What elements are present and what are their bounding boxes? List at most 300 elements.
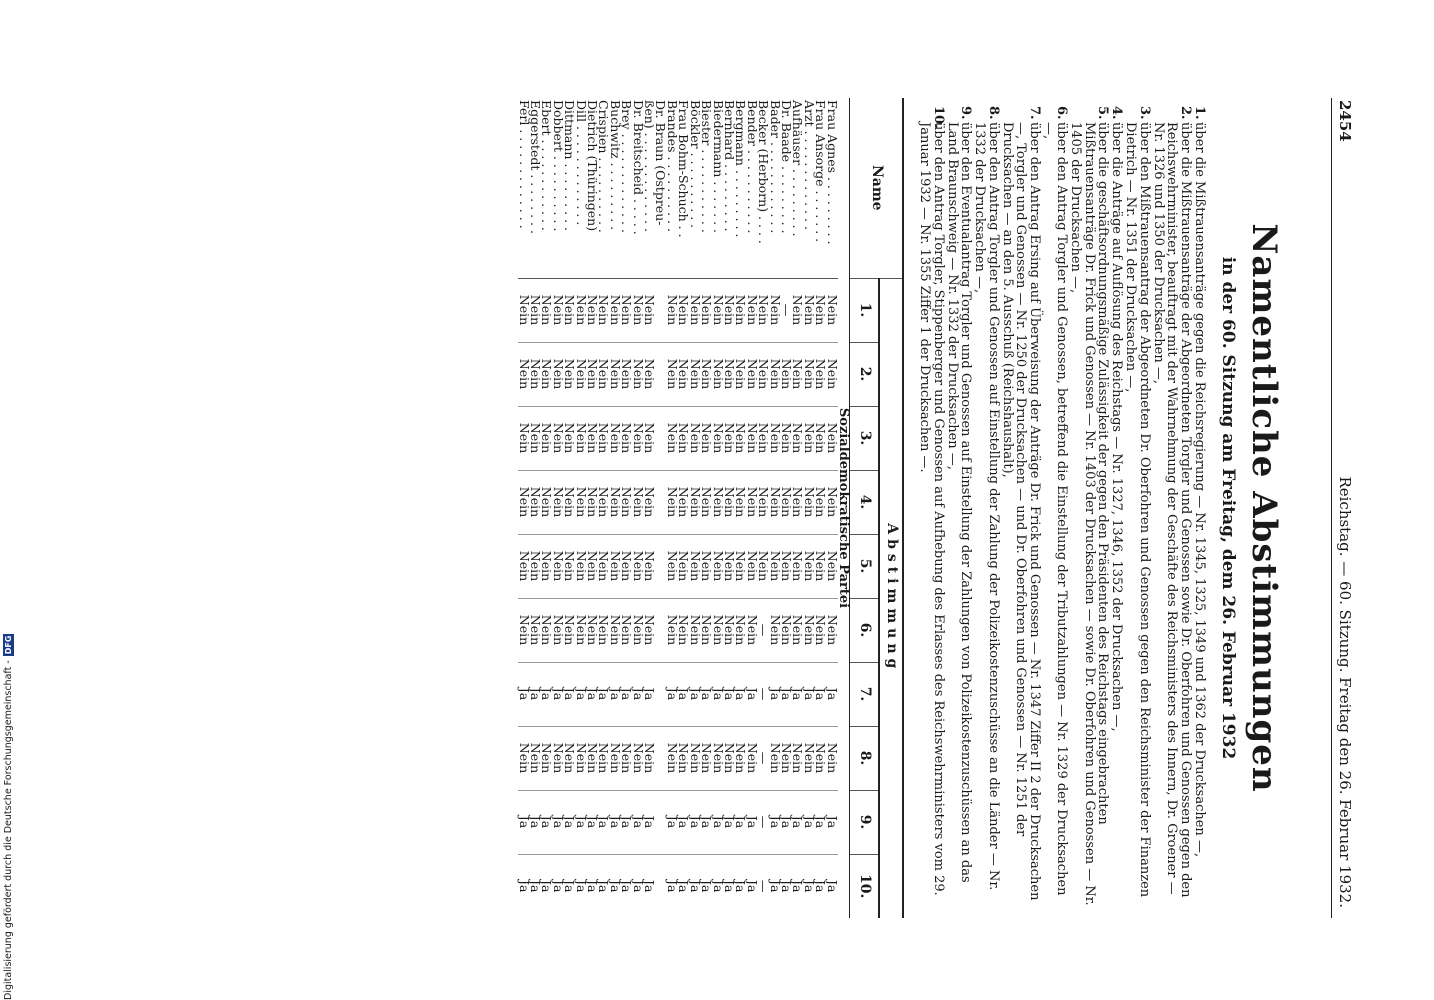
vote-cell: Nein [632, 470, 643, 534]
vote-cell: Ja [518, 790, 529, 854]
vote-cell: Ja [721, 880, 737, 893]
vote-cell: Ja [712, 662, 723, 726]
vote-cell: Nein [587, 598, 598, 662]
member-name: Dobbert . . . . . . . . . . [552, 98, 563, 278]
vote-cell: Nein [598, 534, 609, 598]
member-name: Bernhard . . . . . . . . . [724, 98, 735, 278]
vote-cell: Nein [712, 598, 723, 662]
motion-number: 10. [931, 106, 946, 129]
member-name: Bader . . . . . . . . . . . . [769, 98, 780, 278]
vote-cell: Nein [735, 278, 746, 342]
vote-cell: Nein [575, 534, 586, 598]
vote-cell: Ja [689, 662, 700, 726]
vote-cell: Nein [541, 534, 552, 598]
vote-cell: Ja [813, 880, 829, 893]
vote-cell: Nein [724, 470, 735, 534]
vote-cell: Nein [712, 342, 723, 406]
vote-cell: Nein [724, 278, 735, 342]
vote-cell: Nein [564, 406, 575, 470]
vote-cell: Ja [530, 662, 541, 726]
vote-cell: Ja [644, 790, 655, 854]
member-name: Dr. Breitscheid . . . . . [632, 98, 643, 278]
vote-cell: Nein [575, 470, 586, 534]
vote-cell: Nein [632, 598, 643, 662]
vote-cell: Ja [746, 790, 757, 854]
vote-cell: Nein [667, 406, 678, 470]
vote-cell: Ja [667, 790, 678, 854]
vote-cell: Nein [518, 406, 529, 470]
vote-cell: Nein [667, 534, 678, 598]
vote-cell: Nein [541, 278, 552, 342]
vote-cell: Nein [712, 470, 723, 534]
vote-cell: Nein [701, 470, 712, 534]
vote-cell: Nein [587, 534, 598, 598]
motion-item [918, 106, 945, 906]
vote-cell: Ja [619, 880, 635, 893]
vote-cell: Nein [803, 598, 814, 662]
vote-cell: — [758, 790, 769, 854]
vote-cell: Nein [518, 598, 529, 662]
vote-cell: Nein [815, 342, 826, 406]
vote-cell: Ja [596, 880, 612, 893]
table-row [746, 98, 757, 918]
vote-cell: Nein [735, 726, 746, 790]
vote-cell: Nein [689, 534, 700, 598]
motion-number: 7. [1027, 106, 1042, 120]
vote-cell: Nein [530, 470, 541, 534]
motion-item [1069, 106, 1110, 906]
vote-cell: Nein [758, 406, 769, 470]
member-name: Frau Bohm-Schuch . . [678, 98, 689, 278]
vote-cell: Nein [541, 470, 552, 534]
motion-item [1110, 106, 1124, 906]
vote-cell: Nein [609, 726, 620, 790]
vote-cell: Nein [781, 342, 792, 406]
vote-cell: Ja [687, 880, 703, 893]
vote-cell: Nein [678, 278, 689, 342]
vote-cell: Nein [518, 470, 529, 534]
vote-cell: Nein [518, 278, 529, 342]
vote-cell: Nein [735, 470, 746, 534]
vote-cell: Nein [758, 278, 769, 342]
vote-cell: Nein [826, 534, 837, 598]
vote-cell: Nein [621, 598, 632, 662]
vote-cell: Ja [609, 662, 620, 726]
member-name: Dietrich (Thüringen) [587, 98, 598, 278]
member-name: Crispien . . . . . . . . . . [598, 98, 609, 278]
vote-cell: Nein [598, 278, 609, 342]
vote-cell: Nein [803, 534, 814, 598]
vote-cell: Nein [724, 406, 735, 470]
vote-cell: Ja [676, 880, 692, 893]
member-name: Frau Agnes . . . . . . . . . [826, 98, 837, 278]
vote-cell: Nein [826, 726, 837, 790]
vote-cell: Nein [735, 342, 746, 406]
page-subtitle: in der 60. Sitzung am Freitag, dem 26. Februar 1932 [1218, 256, 1238, 760]
vote-cell: Nein [621, 534, 632, 598]
vote-cell: Nein [644, 278, 655, 342]
vote-column-header: 10. [850, 854, 880, 918]
table-row [609, 98, 620, 918]
vote-cell: Nein [815, 534, 826, 598]
vote-cell: Nein [735, 598, 746, 662]
member-name: Aufhäuser . . . . . . . . . [792, 98, 803, 278]
motion-text: über den Antrag Ersing auf Überweisung der Anträge Dr. Frick und Genossen — Nr. 1347 Ziffer II 2 der Drucksachen —, Torgler und Genossen — Nr. 1250 der Drucksachen — und Dr. Oberfohren und Genossen — Nr. 1251 der Drucksachen — an den 5. Ausschuß (Reichshaushalt), [1000, 122, 1042, 901]
member-name: Becker (Herborn) . . . . [758, 98, 769, 278]
vote-cell: Ja [769, 790, 780, 854]
motion-text: über den Mißtrauensantrag der Abgeordneten Dr. Oberfohren und Genossen gegen den Reichsminister der Finanzen Dietrich — Nr. 1351 der Drucksachen —, [1123, 122, 1152, 898]
funding-credit [2, 0, 14, 1000]
vote-cell: Nein [746, 470, 757, 534]
vote-cell: Nein [724, 534, 735, 598]
party-heading: Sozialdemokratische Partei [836, 407, 851, 609]
vote-cell: Nein [632, 726, 643, 790]
vote-cell: Nein [609, 470, 620, 534]
vote-group-header: Abstimmung [879, 278, 903, 918]
vote-cell: Nein [564, 278, 575, 342]
vote-cell: Nein [530, 598, 541, 662]
vote-cell: Ja [564, 662, 575, 726]
vote-cell: Nein [552, 278, 563, 342]
motion-text: über die geschäftsordnungsmäßige Zulässigkeit der gegen den Präsidenten des Reichstags eingebrachten Mißtrauensanträge Dr. Frick und Genossen — Nr. 1403 der Drucksachen — sowie Dr. Oberfohren und Genossen — Nr. 1405 der Drucksachen —, [1068, 122, 1111, 906]
vote-cell: Nein [792, 342, 803, 406]
member-name: Ebert . . . . . . . . . . . . [541, 98, 552, 278]
vote-cell: Nein [678, 726, 689, 790]
member-name: Buchwitz . . . . . . . . . [609, 98, 620, 278]
vote-cell: Nein [826, 598, 837, 662]
funding-credit-text: Digitalisierung gefördert durch die Deutsche Forschungsgemeinschaft - [2, 660, 14, 1000]
vote-cell: Ja [826, 790, 837, 854]
vote-cell: Nein [632, 342, 643, 406]
vote-cell: Ja [630, 880, 646, 893]
vote-cell: Nein [815, 406, 826, 470]
motion-number: 9. [958, 106, 974, 120]
vote-cell: Nein [769, 726, 780, 790]
vote-cell: Nein [769, 406, 780, 470]
vote-cell: Nein [621, 470, 632, 534]
vote-cell: Ja [642, 880, 658, 893]
vote-cell: Nein [587, 726, 598, 790]
vote-cell: Nein [518, 726, 529, 790]
vote-cell: Nein [541, 598, 552, 662]
vote-cell: Nein [667, 726, 678, 790]
vote-cell: Ja [528, 880, 544, 893]
vote-cell: Nein [598, 598, 609, 662]
vote-cell: Nein [552, 534, 563, 598]
vote-cell: Ja [815, 662, 826, 726]
vote-cell: Nein [815, 726, 826, 790]
vote-cell: Nein [587, 406, 598, 470]
vote-cell: Nein [667, 278, 678, 342]
vote-cell: Ja [689, 790, 700, 854]
vote-cell: Nein [712, 534, 723, 598]
vote-cell: Ja [598, 790, 609, 854]
vote-cell: Nein [644, 470, 655, 534]
vote-cell: Nein [678, 406, 689, 470]
motion-item [946, 106, 973, 906]
vote-cell: Nein [792, 534, 803, 598]
vote-cell: Nein [609, 342, 620, 406]
vote-cell: Nein [587, 470, 598, 534]
vote-column-header: 2. [850, 342, 880, 406]
vote-cell: Ja [587, 790, 598, 854]
member-name: Böckler . . . . . . . . . . [689, 98, 700, 278]
vote-cell: Ja [824, 880, 840, 893]
table-row [518, 98, 529, 918]
vote-cell: Ja [541, 662, 552, 726]
vote-cell: Nein [815, 278, 826, 342]
vote-cell: Ja [632, 662, 643, 726]
vote-cell: Ja [678, 662, 689, 726]
vote-cell: Nein [701, 278, 712, 342]
vote-cell: Nein [564, 598, 575, 662]
motion-item [1001, 106, 1042, 906]
vote-cell: Ja [712, 790, 723, 854]
vote-cell: Nein [575, 406, 586, 470]
vote-cell: Nein [826, 278, 837, 342]
vote-cell: Nein [792, 598, 803, 662]
vote-cell: Ja [585, 880, 601, 893]
vote-cell: Nein [758, 534, 769, 598]
vote-cell: Nein [587, 342, 598, 406]
vote-cell: Nein [644, 342, 655, 406]
vote-cell: Nein [781, 470, 792, 534]
motion-number: 6. [1054, 106, 1070, 120]
vote-cell: Ja [792, 790, 803, 854]
vote-cell: Nein [815, 470, 826, 534]
vote-cell: Nein [530, 278, 541, 342]
motion-item [1152, 106, 1193, 906]
vote-column-header: 7. [850, 662, 880, 726]
vote-cell: Nein [701, 534, 712, 598]
vote-cell: Nein [644, 598, 655, 662]
vote-cell: Ja [767, 880, 783, 893]
vote-cell: Nein [575, 726, 586, 790]
vote-cell: Ja [632, 790, 643, 854]
vote-cell: Nein [746, 598, 757, 662]
member-name: Bender . . . . . . . . . . . [746, 98, 757, 278]
vote-cell: Nein [803, 406, 814, 470]
vote-cell: — [758, 598, 769, 662]
vote-cell: Nein [689, 598, 700, 662]
motion-text: über den Antrag Torgler und Genossen, betreffend die Einstellung der Tributzahlungen — Nr. 1329 der Drucksachen —, [1041, 122, 1070, 896]
vote-cell: Nein [724, 342, 735, 406]
vote-cell: Nein [678, 470, 689, 534]
vote-cell: Nein [803, 342, 814, 406]
vote-cell: Ja [746, 662, 757, 726]
vote-cell: Ja [733, 880, 749, 893]
vote-cell: Nein [621, 342, 632, 406]
vote-cell: Ja [735, 790, 746, 854]
vote-cell: Ja [710, 880, 726, 893]
vote-cell: Nein [758, 342, 769, 406]
vote-cell: Ja [621, 662, 632, 726]
vote-cell: Ja [607, 880, 623, 893]
vote-cell: Nein [724, 598, 735, 662]
vote-cell: Nein [632, 534, 643, 598]
vote-cell: Ja [518, 662, 529, 726]
motion-number: 4. [1109, 106, 1125, 120]
vote-cell: Nein [678, 342, 689, 406]
vote-cell: Ja [530, 790, 541, 854]
vote-cell: Nein [667, 342, 678, 406]
vote-cell: Ja [621, 790, 632, 854]
member-name: Dr. Braun (Ostpreu- [655, 98, 666, 278]
vote-cell: Ja [552, 790, 563, 854]
dfg-logo: DFG [3, 635, 13, 655]
vote-cell: Nein [781, 534, 792, 598]
vote-cell: Nein [530, 726, 541, 790]
vote-cell: Nein [530, 342, 541, 406]
vote-cell: Nein [746, 726, 757, 790]
vote-cell: Nein [564, 342, 575, 406]
vote-cell: Nein [609, 598, 620, 662]
vote-cell: Nein [541, 726, 552, 790]
vote-cell: Nein [621, 726, 632, 790]
vote-cell: Nein [609, 534, 620, 598]
vote-cell: Nein [792, 726, 803, 790]
vote-cell: Nein [552, 598, 563, 662]
vote-column-header: 3. [850, 406, 880, 470]
member-name: Frau Ansorge . . . . . . . [815, 98, 826, 278]
motion-text: über die Mißtrauensanträge gegen die Reichsregierung — Nr. 1345, 1325, 1349 und 1362 der Drucksachen —, [1192, 122, 1207, 858]
vote-cell: Nein [530, 406, 541, 470]
vote-cell: Nein [769, 534, 780, 598]
vote-cell: Ja [826, 662, 837, 726]
member-name: Arzt . . . . . . . . . . . . . [803, 98, 814, 278]
motion-text: über den Antrag Torgler, Stippenberger und Genossen auf Aufhebung des Erlasses des Reichswehrministers vom 29. Januar 1932 — Nr. 1355 Ziffer 1 der Drucksachen —. [917, 122, 946, 896]
member-name: Bergmann . . . . . . . . . [735, 98, 746, 278]
member-name: Eggerstedt . . . . . . . . [530, 98, 541, 278]
motion-item [973, 106, 1000, 906]
vote-cell: — [758, 662, 769, 726]
vote-cell: Nein [746, 406, 757, 470]
vote-cell: Ja [803, 790, 814, 854]
vote-cell: Ja [598, 662, 609, 726]
motion-text: über den Antrag Torgler und Genossen auf Einstellung der Zahlung der Polizeikostenzuschüsse an die Länder — Nr. 1332 der Drucksachen —, [972, 122, 1001, 891]
vote-cell: Nein [781, 726, 792, 790]
vote-cell: Nein [530, 534, 541, 598]
vote-cell: Ja [550, 880, 566, 893]
motion-text: über die Mißtrauensanträge der Abgeordneten Torgler und Genossen sowie Dr. Oberfohren und Genossen gegen den Reichswehrminister, beauftragt mit der Wahrnehmung der Geschäfte des Reichsministers des Innern, Dr. Groener — Nr. 1326 und 1350 der Drucksachen —, [1151, 122, 1193, 898]
vote-cell: Ja [575, 662, 586, 726]
vote-cell: Ja [744, 880, 760, 893]
motion-item [1193, 106, 1207, 906]
vote-cell: Ja [724, 662, 735, 726]
vote-cell: Nein [552, 342, 563, 406]
motion-number: 3. [1137, 106, 1152, 120]
vote-cell: Nein [701, 406, 712, 470]
vote-cell: Ja [678, 790, 689, 854]
motion-number: 1. [1192, 106, 1207, 120]
vote-cell: Nein [724, 726, 735, 790]
vote-cell: Ja [790, 880, 806, 893]
vote-cell: Nein [792, 406, 803, 470]
vote-cell: Nein [769, 278, 780, 342]
member-name: Dittmann . . . . . . . . . [564, 98, 575, 278]
vote-cell: Nein [769, 470, 780, 534]
member-name: Dill . . . . . . . . . . . . . [575, 98, 586, 278]
vote-cell: Ja [701, 790, 712, 854]
page-number: 2454 [1336, 100, 1354, 142]
member-name: Biedermann . . . . . . . [712, 98, 723, 278]
vote-cell: Nein [701, 726, 712, 790]
document-page [129, 98, 1354, 918]
vote-cell: Nein [746, 278, 757, 342]
vote-cell: Ja [701, 662, 712, 726]
vote-cell: Nein [701, 598, 712, 662]
vote-cell: Nein [541, 406, 552, 470]
vote-cell: Nein [541, 342, 552, 406]
vote-cell: Ja [573, 880, 589, 893]
vote-cell: Ja [541, 790, 552, 854]
vote-cell: Ja [552, 662, 563, 726]
vote-cell: Nein [632, 278, 643, 342]
vote-cell: Nein [803, 470, 814, 534]
vote-cell: Nein [564, 470, 575, 534]
running-header [1331, 98, 1354, 918]
vote-cell: Nein [598, 470, 609, 534]
vote-cell: Nein [564, 534, 575, 598]
vote-cell: Nein [518, 342, 529, 406]
vote-cell: Nein [667, 598, 678, 662]
vote-cell: Nein [564, 726, 575, 790]
vote-cell: Ja [735, 662, 746, 726]
table-row [689, 98, 700, 918]
member-name: Brey . . . . . . . . . . . . . [621, 98, 632, 278]
vote-cell: — [756, 880, 772, 893]
vote-cell: Nein [632, 406, 643, 470]
vote-cell: Nein [598, 726, 609, 790]
vote-cell: Nein [598, 342, 609, 406]
vote-cell: Nein [644, 534, 655, 598]
vote-cell: Nein [598, 406, 609, 470]
vote-cell: Ja [778, 880, 794, 893]
vote-cell: Nein [701, 342, 712, 406]
vote-cell: Nein [769, 598, 780, 662]
vote-cell: Ja [781, 662, 792, 726]
vote-cell: Ja [815, 790, 826, 854]
vote-cell: Ja [575, 790, 586, 854]
table-row [667, 98, 678, 918]
vote-cell: Nein [689, 726, 700, 790]
vote-cell: Nein [746, 342, 757, 406]
vote-cell: — [781, 278, 792, 342]
vote-cell: Nein [826, 470, 837, 534]
vote-cell: Nein [815, 598, 826, 662]
vote-cell: Nein [552, 406, 563, 470]
vote-cell: Nein [644, 726, 655, 790]
vote-cell: Nein [621, 278, 632, 342]
motion-number: 2. [1178, 106, 1193, 120]
vote-cell: Nein [689, 406, 700, 470]
name-column-header: Name [850, 98, 904, 278]
vote-cell: Nein [792, 470, 803, 534]
vote-cell: — [758, 726, 769, 790]
vote-cell: Ja [609, 790, 620, 854]
vote-cell: Nein [667, 470, 678, 534]
vote-cell: Nein [575, 342, 586, 406]
vote-cell: Nein [792, 278, 803, 342]
vote-cell: Nein [758, 470, 769, 534]
vote-cell: Ja [699, 880, 715, 893]
vote-cell: Ja [564, 790, 575, 854]
vote-column-header: 1. [850, 278, 880, 342]
vote-cell: Nein [644, 406, 655, 470]
vote-cell: Ja [587, 662, 598, 726]
vote-cell: Nein [689, 278, 700, 342]
vote-cell: Nein [803, 278, 814, 342]
